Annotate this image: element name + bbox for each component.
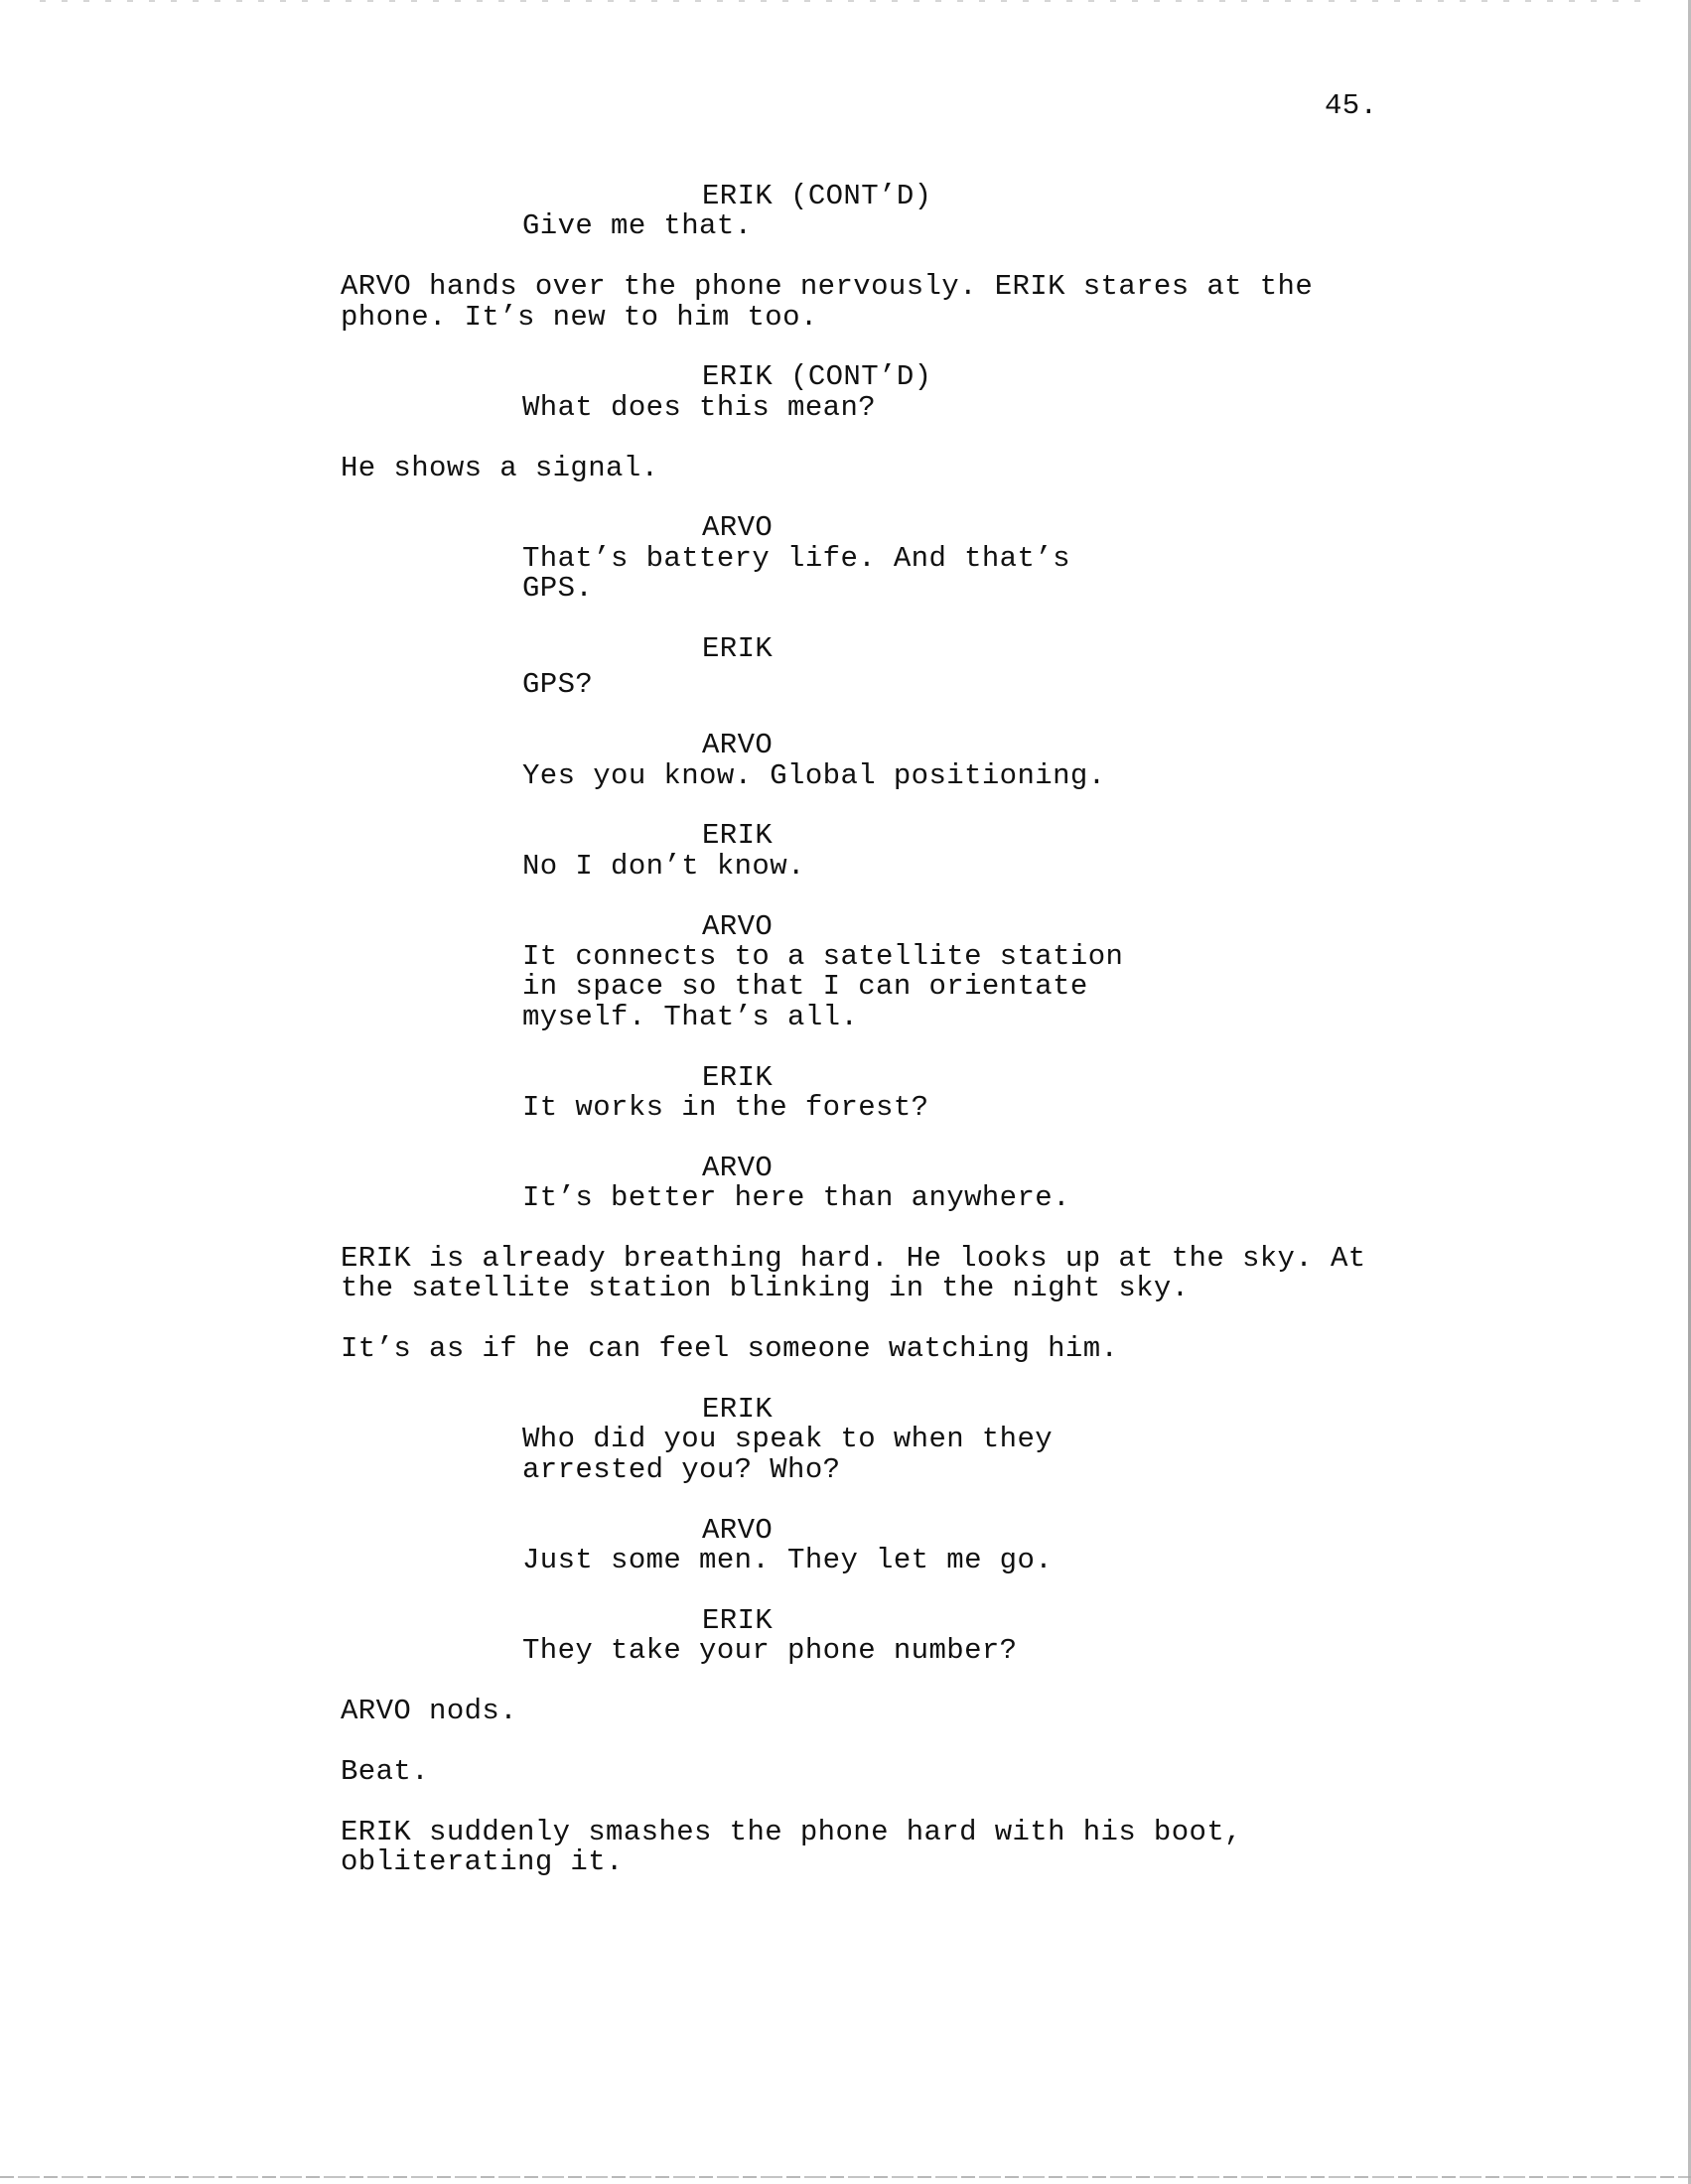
script-body (0, 182, 1691, 1877)
action-line: Beat. (341, 1754, 430, 1788)
character-cue: ERIK (702, 1060, 774, 1094)
scan-edge-bottom (0, 2176, 1691, 2178)
dialogue-line: What does this mean? (522, 390, 877, 424)
dialogue-line: GPS? (522, 668, 594, 702)
action-line: ERIK suddenly smashes the phone hard with his boot, obliterating it. (341, 1815, 1260, 1879)
action-line: ARVO hands over the phone nervously. ERIK stares at the phone. It’s new to him too. (341, 270, 1331, 334)
action-line: ERIK is already breathing hard. He looks up at the sky. At the satellite station blinking in the night sky. (341, 1242, 1384, 1305)
dialogue-line: No I don’t know. (522, 849, 805, 883)
dialogue-line: That’s battery life. And that’s GPS. (522, 541, 1088, 606)
scan-edge-top (40, 0, 1648, 2)
action-line: ARVO nods. (341, 1695, 518, 1728)
character-cue: ERIK (CONT’D) (702, 180, 932, 212)
page-number: 45. (1325, 89, 1378, 122)
character-cue: ERIK (702, 819, 774, 853)
dialogue-line: It works in the forest? (522, 1091, 929, 1125)
character-cue: ARVO (702, 1151, 774, 1184)
dialogue-line: It connects to a satellite station in space so that I can orientate myself. That’s all. (522, 940, 1142, 1033)
character-cue: ERIK (702, 1393, 774, 1427)
character-cue: ERIK (CONT’D) (702, 360, 932, 394)
dialogue-line: Who did you speak to when they arrested you? Who? (522, 1423, 1070, 1486)
dialogue-line: Yes you know. Global positioning. (522, 758, 1106, 792)
dialogue-line: Just some men. They let me go. (522, 1544, 1054, 1577)
character-cue: ARVO (702, 909, 774, 943)
character-cue: ARVO (702, 511, 774, 545)
dialogue-line: Give me that. (522, 209, 753, 243)
action-line: It’s as if he can feel someone watching him. (341, 1332, 1119, 1366)
dialogue-line: It’s better here than anywhere. (522, 1181, 1070, 1215)
character-cue: ARVO (702, 729, 774, 762)
character-cue: ERIK (702, 1603, 774, 1637)
character-cue: ERIK (702, 632, 774, 666)
action-line: He shows a signal. (341, 451, 659, 484)
dialogue-line: They take your phone number? (522, 1634, 1018, 1668)
character-cue: ARVO (702, 1513, 774, 1547)
